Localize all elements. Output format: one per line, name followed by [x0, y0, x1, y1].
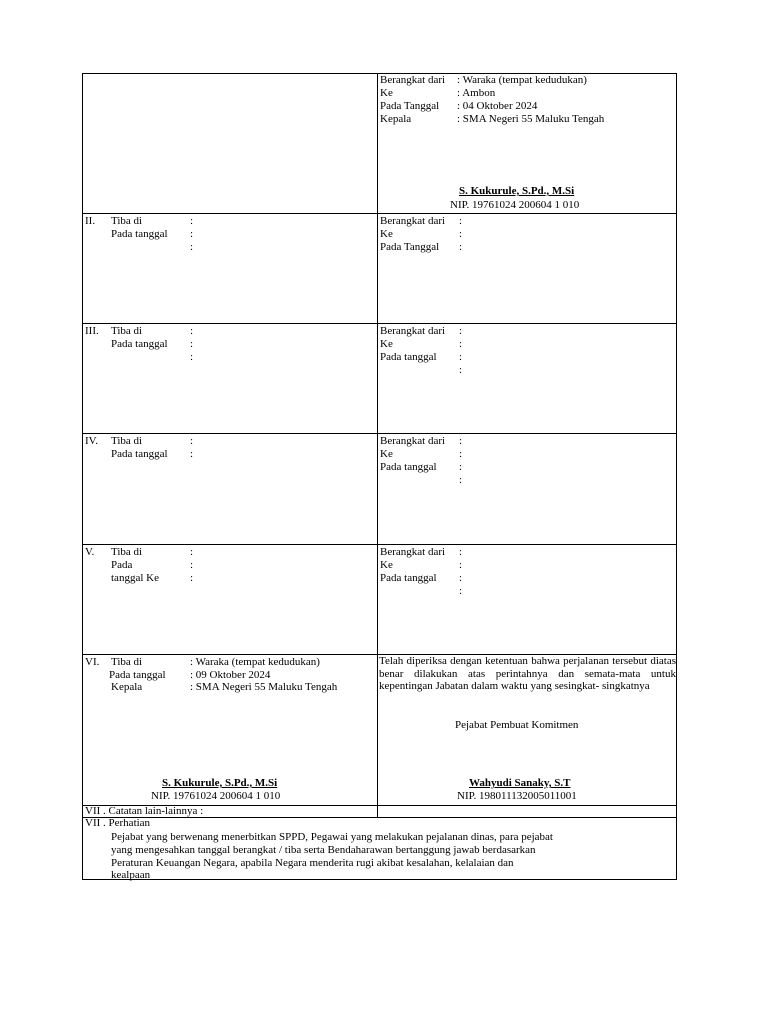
kepala-label: Kepala	[380, 113, 412, 125]
colon: :	[190, 351, 194, 363]
perhatian-line: Pejabat yang berwenang menerbitkan SPPD, Pegawai yang melakukan pejalanan dinas, para pejabat	[111, 831, 553, 843]
berangkat-label: Berangkat dari	[380, 325, 446, 337]
ke-label: Ke	[380, 559, 393, 571]
colon: :	[459, 241, 463, 253]
berangkat-value: : Waraka (tempat kedudukan)	[457, 74, 587, 86]
pejabat-title: Pejabat Pembuat Komitmen	[455, 719, 579, 731]
tanggal-label: Pada tanggal	[109, 669, 166, 681]
perhatian-heading: VII . Perhatian	[85, 817, 151, 829]
signer-name: S. Kukurule, S.Pd., M.Si	[162, 777, 278, 789]
tiba-label: Tiba di	[111, 325, 143, 337]
column-divider	[377, 74, 378, 817]
tanggal-value: : 04 Oktober 2024	[457, 100, 538, 112]
tanggal-label: Pada tanggal	[380, 461, 437, 473]
row-divider-i	[83, 213, 676, 214]
colon: :	[190, 338, 194, 350]
colon: :	[190, 215, 194, 227]
kepala-value: : SMA Negeri 55 Maluku Tengah	[457, 113, 605, 125]
tiba-label: Tiba di	[111, 435, 143, 447]
colon: :	[190, 572, 194, 584]
signer-name: S. Kukurule, S.Pd., M.Si	[459, 185, 575, 197]
colon: :	[459, 474, 463, 486]
tanggal-ke-label: tanggal Ke	[111, 572, 159, 584]
colon: :	[190, 559, 194, 571]
tiba-label: Tiba di	[111, 546, 143, 558]
tanggal-label: Pada tanggal	[111, 228, 168, 240]
ke-value: : Ambon	[457, 87, 496, 99]
pada-label: Pada	[111, 559, 133, 571]
colon: :	[459, 559, 463, 571]
kepala-label: Kepala	[111, 681, 143, 693]
colon: :	[190, 241, 194, 253]
kepala-value: : SMA Negeri 55 Maluku Tengah	[190, 681, 338, 693]
tanggal-label: Pada tanggal	[380, 572, 437, 584]
section-number: VI.	[85, 656, 100, 668]
perhatian-line: kealpaan	[111, 869, 151, 881]
section-number: II.	[85, 215, 96, 227]
colon: :	[459, 228, 463, 240]
berangkat-label: Berangkat dari	[380, 215, 446, 227]
colon: :	[459, 325, 463, 337]
colon: :	[459, 585, 463, 597]
ke-label: Ke	[380, 87, 393, 99]
berangkat-label: Berangkat dari	[380, 435, 446, 447]
ke-label: Ke	[380, 448, 393, 460]
colon: :	[190, 448, 194, 460]
colon: :	[190, 546, 194, 558]
colon: :	[459, 351, 463, 363]
section-number: III.	[85, 325, 99, 337]
verification-statement: Telah diperiksa dengan ketentuan bahwa perjalanan tersebut diatas benar dilakukan atas perintahnya dan semata-mata untuk kepentingan Jabatan dalam waktu yang sesingkat- singkatnya	[379, 655, 676, 692]
tanggal-label: Pada tanggal	[111, 338, 168, 350]
perhatian-line: Peraturan Keuangan Negara, apabila Negara menderita rugi akibat kesalahan, kelalaian dan	[111, 857, 514, 869]
colon: :	[459, 546, 463, 558]
perhatian-line: yang mengesahkan tanggal berangkat / tiba serta Bendaharawan bertanggung jawab berdasarkan	[111, 844, 536, 856]
tanggal-label: Pada tanggal	[380, 351, 437, 363]
signer-nip: NIP. 19761024 200604 1 010	[450, 199, 580, 211]
colon: :	[190, 325, 194, 337]
colon: :	[459, 338, 463, 350]
colon: :	[459, 435, 463, 447]
tanggal-label: Pada Tanggal	[380, 100, 440, 112]
pejabat-name: Wahyudi Sanaky, S.T	[469, 777, 571, 789]
tanggal-value: : 09 Oktober 2024	[190, 669, 271, 681]
tanggal-label: Pada Tanggal	[380, 241, 440, 253]
section-number: IV.	[85, 435, 98, 447]
colon: :	[459, 215, 463, 227]
colon: :	[190, 435, 194, 447]
tanggal-label: Pada tanggal	[111, 448, 168, 460]
travel-order-form	[82, 73, 677, 880]
row-divider-ii	[83, 323, 676, 324]
pejabat-nip: NIP. 198011132005011001	[457, 790, 577, 802]
colon: :	[459, 448, 463, 460]
berangkat-label: Berangkat dari	[380, 546, 446, 558]
tiba-value: : Waraka (tempat kedudukan)	[190, 656, 320, 668]
row-divider-iv	[83, 544, 676, 545]
section-number: V.	[85, 546, 95, 558]
colon: :	[459, 364, 463, 376]
ke-label: Ke	[380, 338, 393, 350]
tiba-label: Tiba di	[111, 656, 143, 668]
row-divider-iii	[83, 433, 676, 434]
catatan-label: VII . Catatan lain-lainnya :	[85, 805, 204, 817]
colon: :	[459, 461, 463, 473]
tiba-label: Tiba di	[111, 215, 143, 227]
signer-nip: NIP. 19761024 200604 1 010	[151, 790, 281, 802]
colon: :	[459, 572, 463, 584]
ke-label: Ke	[380, 228, 393, 240]
berangkat-label: Berangkat dari	[380, 74, 446, 86]
colon: :	[190, 228, 194, 240]
